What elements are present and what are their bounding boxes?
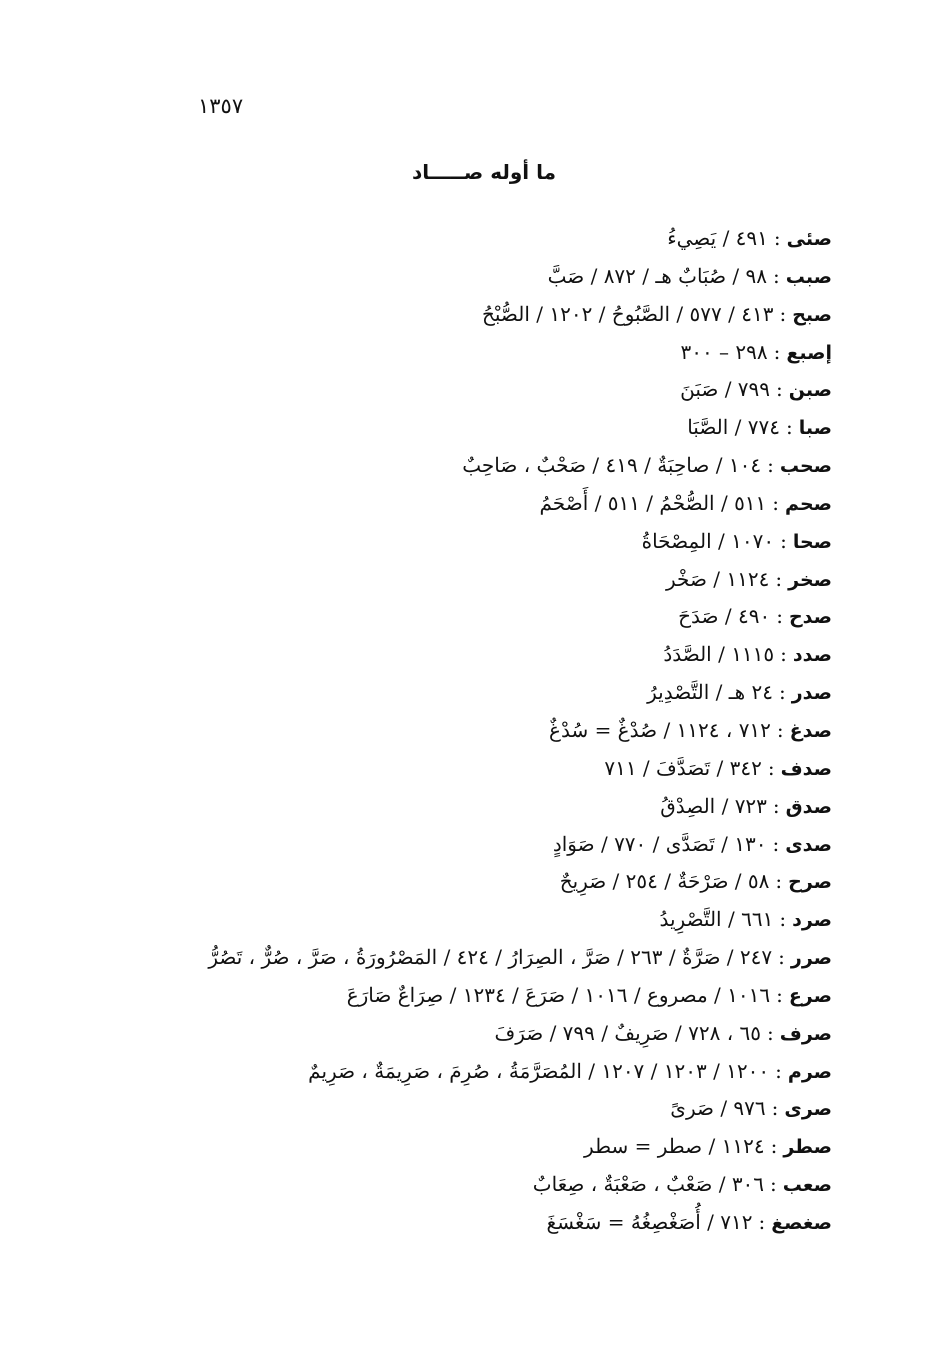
entry-colon: : [776,982,783,1007]
entry-references: ١٠٤ / صاحِبَةٌ / ٤١٩ / صَحْبٌ ، صَاحِبٌ [462,453,762,478]
entry-colon: : [772,490,780,515]
entry-colon: : [775,869,783,894]
entry-references: ٤٩١ / يَصِيءُ [667,226,768,250]
index-entry [112,1204,832,1242]
entry-root: صدد [792,644,832,667]
index-entry [112,977,832,1015]
entry-references: ٧١٢ ، ١١٢٤ / صُدْغٌ = سُدْغٌ [549,717,771,742]
entry-colon: : [775,566,783,591]
index-entry [112,826,832,864]
entry-colon: : [770,1134,778,1159]
index-entry [112,523,832,561]
entry-root: صعب [782,1174,832,1197]
entry-colon: : [780,642,787,667]
entry-root: صحا [792,530,832,553]
entry-colon: : [775,1058,782,1083]
entry-references: ١٠٧٠ / المِصْحَاةُ [641,528,775,553]
entry-colon: : [767,755,775,780]
index-entry [112,447,832,485]
entry-root: صبن [788,379,832,402]
entry-references: ٧٩٩ / صَبَنَ [680,377,771,402]
entry-references: ٢٤ هـ / التَّصْدِيرُ [647,680,773,705]
entry-root: صدى [785,833,832,856]
entry-colon: : [773,226,781,250]
entry-root: صبح [792,303,832,326]
entry-colon: : [773,263,780,288]
entry-root: صغصغ [771,1211,832,1234]
entry-colon: : [772,793,780,818]
index-entry [112,296,832,334]
entry-references: ٥١١ / الصُّحْمُ / ٥١١ / أَصْحَمُ [539,490,767,515]
entry-root: صدغ [789,719,832,742]
entry-root: صرع [788,984,832,1007]
section-heading: ما أوله صـــــاد [411,160,556,184]
index-entry [112,409,832,447]
entry-references: ١٣٠ / تَصَدَّى / ٧٧٠ / صَوَادٍ [552,831,767,856]
entry-references: ١١٢٤ / صَخْر [666,566,770,591]
index-entry [112,258,832,296]
entry-colon: : [778,945,785,970]
entry-colon: : [776,604,783,629]
index-entry [112,863,832,901]
index-entries [112,220,832,1242]
entry-references: ٥٨ / صَرْحَةٌ / ٢٥٤ / صَرِيحٌ [559,869,770,894]
index-entry [112,1128,832,1166]
entry-colon: : [773,339,781,364]
index-entry [112,1015,832,1053]
index-entry [112,485,832,523]
index-entry [112,598,832,636]
index-entry [112,371,832,409]
index-entry [112,939,832,977]
entry-colon: : [778,680,786,705]
entry-references: ٩٧٦ / صَرىً [670,1096,766,1121]
entry-root: صئى [786,228,832,250]
index-entry [112,901,832,939]
entry-colon: : [771,1096,779,1121]
entry-root: صخر [788,568,832,591]
entry-root: صرح [788,871,832,894]
entry-colon: : [772,831,780,856]
index-entry [112,561,832,599]
index-entry [112,674,832,712]
index-entry [112,1090,832,1128]
entry-root: صحب [779,455,832,478]
entry-colon: : [776,717,784,742]
entry-references: ٤٩٠ / صَدَحَ [678,604,771,629]
entry-colon: : [758,1209,766,1234]
entry-root: صدف [780,757,832,780]
index-entry [112,334,832,372]
entry-references: ٤١٣ / ٥٧٧ / الصَّبُوحُ / ١٢٠٢ / الصُّبْحُ [481,301,774,326]
entry-references: ١١٢٤ / صطر = سطر [584,1134,765,1159]
index-entry [112,1053,832,1091]
index-entry [112,636,832,674]
index-entry [112,1166,832,1204]
entry-references: ٣٠٦ / صَعْبٌ ، صَعْبَةٌ ، صِعَابٌ [532,1172,765,1197]
entry-root: صرى [784,1098,832,1121]
entry-root: صرر [790,947,832,970]
entry-references: ٩٨ / صُبَابٌ هـ / ٨٧٢ / صَبَّ [547,263,768,288]
entry-references: ٦٥ ، ٧٢٨ / صَرِيفٌ / ٧٩٩ / صَرَفَ [494,1020,761,1045]
index-entry [112,712,832,750]
entry-colon: : [786,415,793,440]
entry-root: صدح [788,606,832,629]
entry-root: صبا [798,417,832,440]
entry-colon: : [770,1172,777,1197]
entry-references: ١١١٥ / الصَّدَدُ [663,642,775,667]
entry-colon: : [776,377,783,402]
index-entry [112,220,832,258]
entry-colon: : [779,907,787,932]
entry-references: ١٢٠٠ / ١٢٠٣ / ١٢٠٧ / المُصَرَّمَةُ ، صُرِمَ ، صَرِيمَةٌ ، صَرِيمٌ [308,1058,770,1083]
entry-references: ١٠١٦ / مصروع / ١٠١٦ / صَرَعَ / ١٢٣٤ / صِرَاعٌ صَارَعَ [346,982,771,1007]
page-number: ١٣٥٧ [198,94,244,118]
entry-references: ٦٦١ / التَّصْرِيدُ [659,907,774,932]
entry-references: ٢٤٧ / صَرَّةٌ / ٢٦٣ / صَرَّ ، الصِرَارُ / ٤٢٤ / المَصْرُورَةُ ، صَرَّ ، صُرٌّ ، تَصُرُّ [208,945,773,970]
entry-references: ٣٤٢ / تَصَدَّفَ / ٧١١ [604,755,762,780]
entry-root: صرف [779,1022,832,1045]
entry-colon: : [767,453,774,478]
entry-root: صطر [783,1136,832,1159]
entry-references: ٧١٢ / أُصَغْصِغُهُ = سَغْسَغَ [546,1209,753,1234]
entry-root: صرم [787,1060,832,1083]
entry-root: صحم [785,492,832,515]
entry-root: صدر [791,682,832,705]
entry-root: إصبع [786,341,832,364]
entry-root: صدق [785,795,832,818]
entry-references: ٧٢٣ / الصِدْقُ [660,793,767,818]
entry-references: ٢٩٨ – ٣٠٠ [680,339,768,364]
entry-colon: : [780,528,787,553]
entry-colon: : [767,1020,774,1045]
entry-colon: : [779,301,787,326]
entry-root: صبب [785,265,832,288]
entry-root: صرد [792,909,832,932]
index-entry [112,788,832,826]
entry-references: ٧٧٤ / الصَّبَا [687,415,780,440]
index-entry [112,750,832,788]
